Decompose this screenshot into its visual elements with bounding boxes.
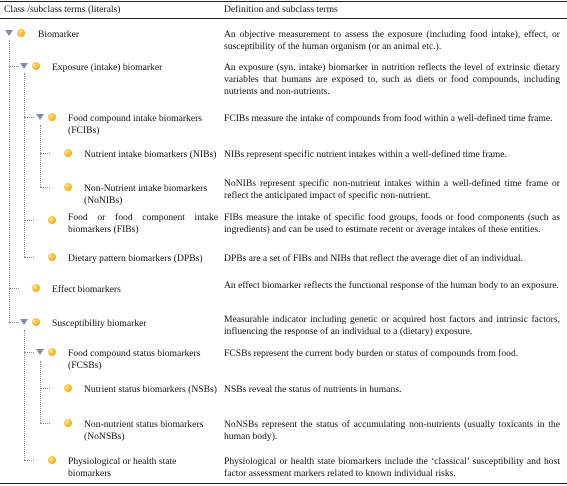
class-node-icon bbox=[48, 253, 56, 261]
tree-line-susceptibility bbox=[24, 330, 25, 460]
tree-branch bbox=[9, 322, 19, 323]
definition-exposure-biomarker: An exposure (syn. intake) biomarker in nutrition reflects the level of extrinsic dietary variables that humans are exposed to, such as diets or food compounds, including nutrients and non-nutrients. bbox=[224, 62, 560, 97]
tree-line-fcib bbox=[40, 125, 41, 187]
term-effect-biomarkers[interactable]: Effect biomarkers bbox=[52, 284, 121, 295]
class-node-icon bbox=[48, 216, 56, 224]
definition-fcib: FCIBs measure the intake of compounds from food within a well-defined time frame. bbox=[224, 113, 553, 124]
expand-triangle-icon[interactable] bbox=[5, 30, 13, 36]
class-node-icon bbox=[32, 318, 40, 326]
tree-branch bbox=[24, 220, 34, 221]
bottom-rule bbox=[0, 483, 567, 484]
class-node-icon bbox=[48, 456, 56, 464]
class-node-icon bbox=[48, 113, 56, 121]
expand-triangle-icon[interactable] bbox=[20, 319, 28, 325]
tree-branch bbox=[40, 388, 50, 389]
class-node-icon bbox=[64, 384, 72, 392]
tree-branch bbox=[40, 423, 50, 424]
header-rule bbox=[0, 18, 567, 19]
definition-fcsb: FCSBs represent the current body burden or status of compounds from food. bbox=[224, 348, 519, 359]
term-fcib[interactable]: Food compound intake biomarkers (FCIBs) bbox=[68, 113, 203, 136]
term-biomarker[interactable]: Biomarker bbox=[38, 29, 80, 40]
definition-nonib: NoNIBs represent specific non-nutrient intakes within a well-defined time frame or reflect the anticipated impact of specific non-nutrient. bbox=[224, 178, 560, 201]
header-definition: Definition and subclass terms bbox=[224, 4, 338, 15]
tree-branch bbox=[40, 153, 50, 154]
tree-branch bbox=[40, 187, 50, 188]
tree-branch bbox=[24, 257, 34, 258]
term-nonsb[interactable]: Non-nutrient status biomarkers (NoNSBs) bbox=[84, 419, 204, 442]
term-nib[interactable]: Nutrient intake biomarkers (NIBs) bbox=[84, 149, 217, 160]
definition-fib: FIBs measure the intake of specific food groups, foods or food components (such as ingredients) and can be used to estimate recent or average intakes of these entities. bbox=[224, 212, 560, 235]
definition-nsb: NSBs reveal the status of nutrients in humans. bbox=[224, 384, 402, 395]
term-nonib[interactable]: Non-Nutrient intake biomarkers (NoNIBs) bbox=[84, 183, 208, 206]
term-susceptibility-biomarker[interactable]: Susceptibility biomarker bbox=[52, 318, 147, 329]
header-terms: Class /subclass terms (literals) bbox=[4, 4, 121, 15]
tree-line-level0 bbox=[9, 40, 10, 322]
definition-susceptibility-biomarker: Measurable indicator including genetic or acquired host factors and intrinsic factors, influencing the response of an individual to a (dietary) exposure. bbox=[224, 314, 560, 337]
definition-biomarker: An objective measurement to assess the exposure (including food intake), effect, or susceptibility of the human organism (or an animal etc.). bbox=[224, 29, 560, 52]
tree-branch bbox=[9, 66, 19, 67]
definition-nib: NIBs represent specific nutrient intakes within a well-defined time frame. bbox=[224, 149, 507, 160]
term-fib[interactable]: Food or food component intake biomarkers (FIBs) bbox=[68, 212, 218, 235]
term-physiological[interactable]: Physiological or health state biomarkers bbox=[68, 456, 177, 479]
definition-effect-biomarkers: An effect biomarker reflects the functional response of the human body to an exposure. bbox=[224, 280, 559, 291]
class-node-icon bbox=[64, 419, 72, 427]
tree-line-fcsb bbox=[40, 361, 41, 423]
tree-branch bbox=[9, 288, 19, 289]
tree-branch bbox=[24, 460, 34, 461]
class-node-icon bbox=[17, 29, 25, 37]
term-dpb[interactable]: Dietary pattern biomarkers (DPBs) bbox=[68, 253, 203, 264]
term-nsb[interactable]: Nutrient status biomarkers (NSBs) bbox=[84, 384, 217, 395]
class-node-icon bbox=[64, 149, 72, 157]
tree-branch bbox=[24, 117, 34, 118]
expand-triangle-icon[interactable] bbox=[36, 114, 44, 120]
tree-line-exposure bbox=[24, 73, 25, 257]
class-node-icon bbox=[48, 348, 56, 356]
term-fcsb[interactable]: Food compound status biomarkers (FCSBs) bbox=[68, 348, 201, 371]
class-node-icon bbox=[32, 62, 40, 70]
expand-triangle-icon[interactable] bbox=[36, 349, 44, 355]
expand-triangle-icon[interactable] bbox=[20, 63, 28, 69]
class-node-icon bbox=[32, 284, 40, 292]
top-rule bbox=[0, 1, 567, 2]
tree-branch bbox=[24, 352, 34, 353]
term-exposure-biomarker[interactable]: Exposure (intake) biomarker bbox=[52, 62, 163, 73]
definition-nonsb: NoNSBs represent the status of accumulating non-nutrients (usually toxicants in the human body). bbox=[224, 419, 560, 442]
class-node-icon bbox=[64, 183, 72, 191]
definition-physiological: Physiological or health state biomarkers include the ‘classical’ susceptibility and host factor assessment markers related to known individual risks. bbox=[224, 456, 560, 479]
definition-dpb: DPBs are a set of FIBs and NIBs that reflect the average diet of an individual. bbox=[224, 253, 523, 264]
